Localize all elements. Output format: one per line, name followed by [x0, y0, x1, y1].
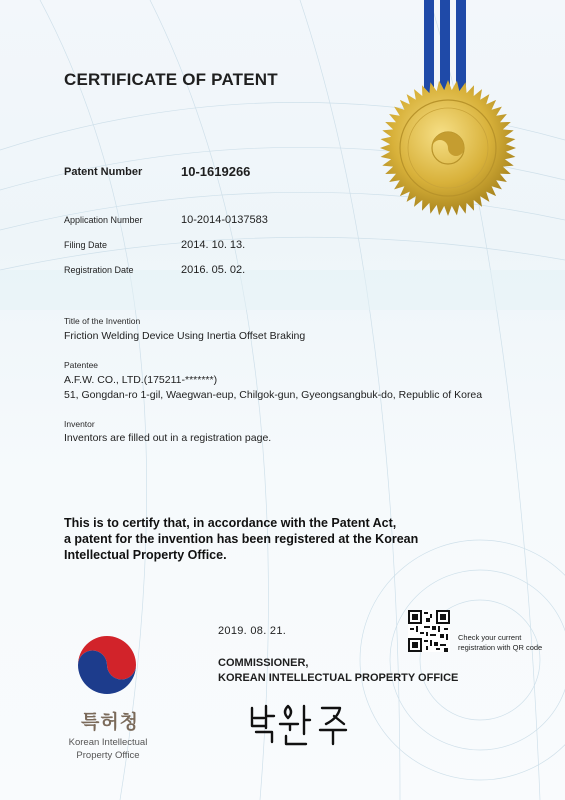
- filing-date-value: 2014. 10. 13.: [181, 239, 246, 251]
- patentee-address: 51, Gongdan-ro 1-gil, Waegwan-eup, Chilgok-gun, Gyeongsangbuk-do, Republic of Korea: [64, 389, 483, 401]
- patentee-label: Patentee: [64, 360, 99, 370]
- patentee-name: A.F.W. CO., LTD.(175211-*******): [64, 374, 218, 386]
- inventor-label: Inventor: [64, 419, 95, 429]
- patent-number-label: Patent Number: [64, 166, 143, 178]
- registration-date-label: Registration Date: [64, 265, 134, 275]
- kipo-logo-icon: [70, 625, 144, 699]
- qr-instruction-line-1: Check your current: [458, 633, 522, 642]
- kipo-korean-name: 특허청: [80, 712, 140, 733]
- certification-line-1: This is to certify that, in accordance with the Patent Act,: [64, 516, 397, 530]
- invention-title-value: Friction Welding Device Using Inertia Offset Braking: [64, 330, 306, 342]
- commissioner-line-1: COMMISSIONER,: [218, 657, 309, 669]
- certification-statement: [64, 515, 504, 563]
- issue-date: 2019. 08. 21.: [218, 625, 287, 637]
- inventor-value: Inventors are filled out in a registration page.: [64, 432, 272, 444]
- commissioner-title: [218, 656, 458, 686]
- patent-number-value: 10-1619266: [181, 164, 251, 179]
- invention-title-label: Title of the Invention: [64, 316, 141, 326]
- application-number-value: 10-2014-0137583: [181, 214, 268, 226]
- handwritten-signature: [246, 698, 366, 748]
- gold-seal-icon: [378, 78, 518, 218]
- certificate-title: CERTIFICATE OF PATENT: [64, 70, 278, 89]
- application-number-label: Application Number: [64, 215, 143, 225]
- qr-code-icon[interactable]: [408, 610, 450, 652]
- qr-instruction: [458, 633, 542, 653]
- certification-line-3: Intellectual Property Office.: [64, 548, 227, 562]
- qr-instruction-line-2: registration with QR code: [458, 643, 543, 652]
- certification-line-2: a patent for the invention has been registered at the Korean: [64, 532, 419, 546]
- kipo-english-name: [48, 736, 168, 762]
- commissioner-line-2: KOREAN INTELLECTUAL PROPERTY OFFICE: [218, 672, 459, 684]
- filing-date-label: Filing Date: [64, 240, 108, 250]
- kipo-english-line-1: Korean Intellectual: [68, 737, 148, 748]
- kipo-english-line-2: Property Office: [76, 750, 140, 761]
- registration-date-value: 2016. 05. 02.: [181, 264, 246, 276]
